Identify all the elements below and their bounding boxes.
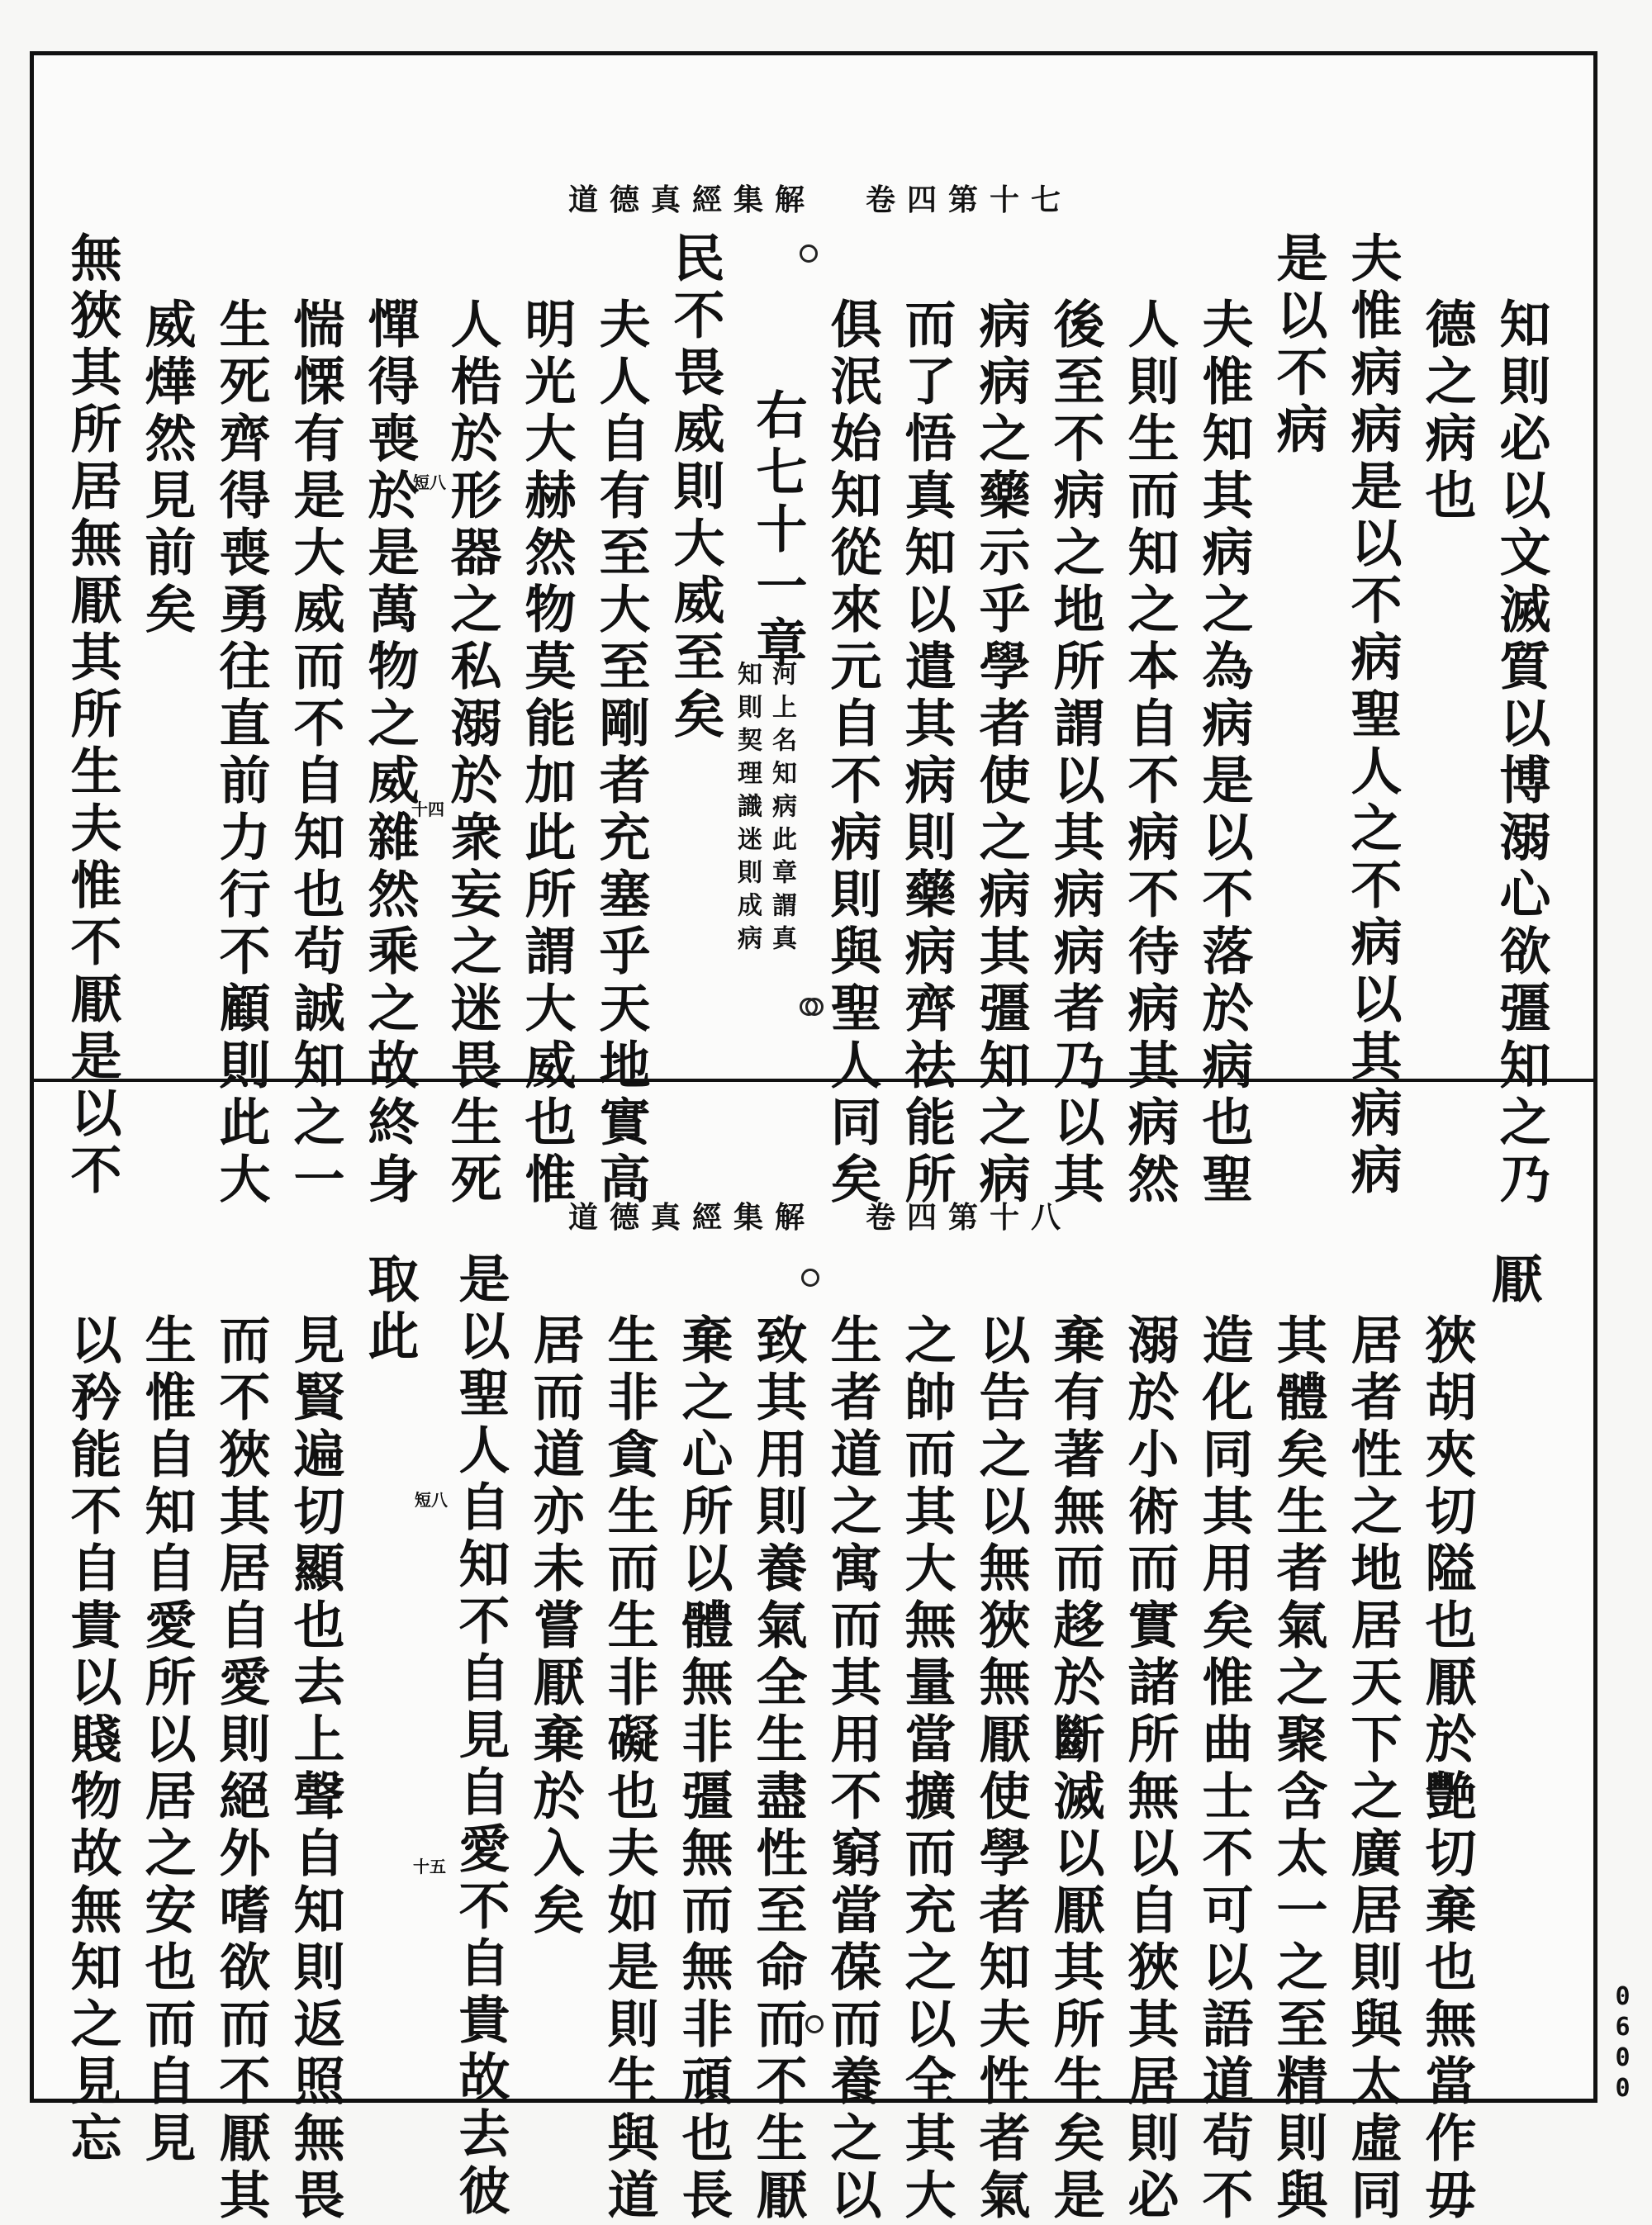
top-line-18: 生死齊得喪勇往直前力行不顧則此大 [211, 297, 271, 1209]
top-running-header [568, 177, 1072, 219]
bottom-line-16: 取此 [359, 1252, 420, 1366]
top-annotation-2: 知則契理識迷則成病 [733, 661, 762, 958]
bottom-line-20: 以矜能不自貴以賤物故無知之見忘 [62, 1313, 122, 2168]
bottom-section-circle [801, 1269, 819, 1287]
top-line-20: 無狹其所居無厭其所生夫惟不厭是以不 [62, 231, 122, 1200]
bottom-line-17: 見賢遍切顯也去上聲自知則返照無畏 [285, 1313, 345, 2225]
top-line-2: 德之病也 [1417, 297, 1477, 525]
top-line-19: 威燁然見前矣 [136, 297, 197, 639]
top-line-13: 夫人自有至大至剛者充塞乎天地實高 [591, 297, 651, 1209]
bottom-line-15: 是以聖人自知不自見自愛不自貴故去彼 [450, 1252, 510, 2221]
top-line-15: 人梏於形器之私溺於衆妄之迷畏生死 [442, 297, 502, 1209]
top-line-8: 病病之藥示乎學者使之病其彊知之病 [971, 297, 1031, 1209]
bottom-number-mark: 十五 [413, 1857, 446, 1876]
bottom-line-6: 溺於小術而實諸所無以自狹其居則必 [1119, 1313, 1180, 2225]
top-line-4: 是以不病 [1268, 231, 1328, 459]
bottom-line-7: 棄有著無而趍於斷滅以厭其所生矣是 [1045, 1313, 1105, 2225]
bottom-line-4: 其體矣生者氣之聚含太一之至精則與 [1268, 1313, 1328, 2225]
bottom-header-volume: 卷四第十八 [866, 1200, 1073, 1235]
bottom-running-header [568, 1194, 1072, 1236]
bottom-line-2: 狹胡夾切隘也厭於艷切棄也無當作毋 [1417, 1313, 1477, 2225]
top-line-6: 人則生而知之本自不病不待病其病然 [1119, 297, 1180, 1209]
top-header-volume: 卷四第十七 [866, 183, 1073, 217]
top-line-12: 民不畏威則大威至矣 [665, 231, 725, 744]
top-annotation-circle [800, 998, 818, 1016]
bottom-line-18: 而不狹其居自愛則絕外嗜欲而不厭其 [211, 1313, 271, 2225]
bottom-line-9: 之帥而其大無量當擴而充之以全其大 [896, 1313, 957, 2225]
bottom-line-13: 生非貪生而生非礙也夫如是則生與道 [599, 1313, 659, 2225]
bottom-line-1: 厭 [1483, 1252, 1543, 1309]
top-short-mark: 短八 [413, 472, 446, 492]
top-section-circle [800, 244, 818, 263]
top-line-7: 後至不病之地所謂以其病病者乃以其 [1045, 297, 1105, 1209]
bottom-line-3: 居者性之地居天下之廣居則與太虛同 [1342, 1313, 1403, 2225]
top-line-3: 夫惟病病是以不病聖人之不病以其病病 [1342, 231, 1403, 1200]
top-number-mark: 十四 [411, 799, 444, 819]
bottom-line-14: 居而道亦未嘗厭棄於入矣 [525, 1313, 585, 1940]
bottom-end-circle [805, 2015, 824, 2033]
bottom-header-title: 道德真經集解 [568, 1200, 817, 1235]
top-line-17: 惴慄有是大威而不自知也茍誠知之一 [285, 297, 345, 1209]
top-line-10: 俱泯始知從來元自不病則與聖人同矣 [822, 297, 882, 1209]
page-number: 0600 [1608, 1982, 1637, 2104]
bottom-line-8: 以告之以無狹無厭使學者知夫性者氣 [971, 1313, 1031, 2225]
top-annotation-1: 河上名知病此章謂真 [767, 661, 796, 958]
bottom-short-mark: 短八 [415, 1490, 448, 1510]
top-line-14: 明光大赫然物莫能加此所謂大威也惟 [516, 297, 577, 1209]
bottom-line-11: 致其用則養氣全生盡性至命而不生厭 [748, 1313, 808, 2225]
bottom-line-5: 造化同其用矣惟曲士不可以語道茍不 [1194, 1313, 1254, 2225]
top-chapter-heading: 右七十一章 [748, 388, 808, 673]
top-line-16: 憚得喪於是萬物之威雜然乘之故終身 [359, 297, 420, 1209]
top-line-5: 夫惟知其病之為病是以不落於病也聖 [1194, 297, 1254, 1209]
bottom-line-10: 生者道之寓而其用不窮當葆而養之以 [822, 1313, 882, 2225]
top-line-1: 知則必以文滅質以博溺心欲彊知之乃 [1491, 297, 1551, 1209]
top-header-title: 道德真經集解 [568, 183, 817, 217]
bottom-line-12: 棄之心所以體無非彊無而無非頑也長 [673, 1313, 733, 2225]
bottom-line-19: 生惟自知自愛所以居之安也而自見 [136, 1313, 197, 2168]
top-line-9: 而了悟真知以遣其病則藥病齊祛能所 [896, 297, 957, 1209]
